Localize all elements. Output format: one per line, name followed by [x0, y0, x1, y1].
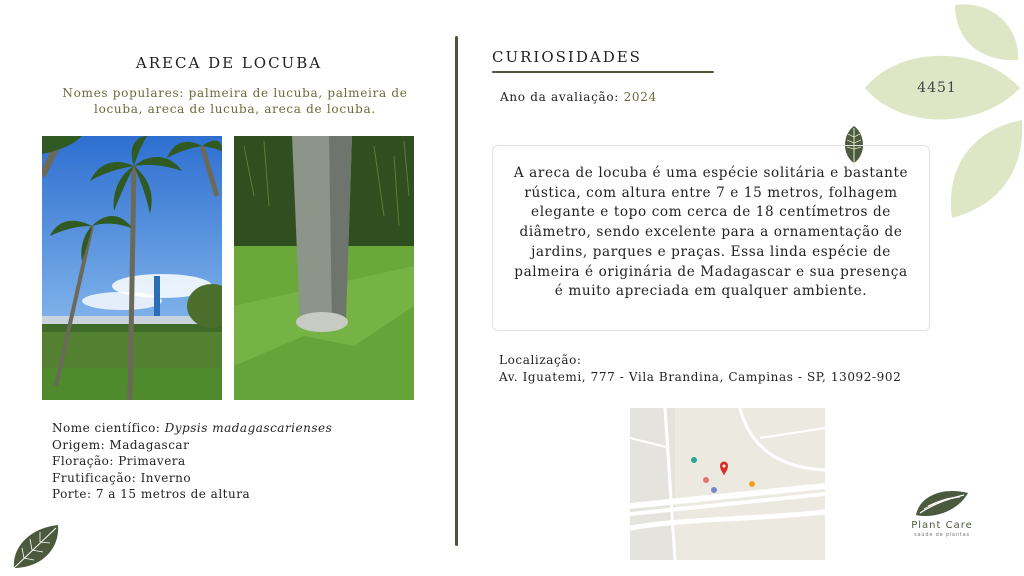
palm-trees-photo — [42, 136, 222, 400]
curiosities-title: CURIOSIDADES — [492, 48, 642, 66]
evaluation-year-label: Ano da avaliação: — [500, 90, 624, 104]
plant-title: ARECA DE LOCUBA — [135, 54, 323, 72]
scientific-name-label: Nome científico: — [52, 421, 165, 435]
brand-tagline: saúde de plantas — [914, 532, 970, 538]
location-map[interactable] — [630, 408, 825, 560]
title-underline — [492, 71, 714, 73]
fact-fruiting: Frutificação: Inverno — [52, 470, 192, 485]
column-divider — [455, 36, 458, 546]
fact-origin: Origem: Madagascar — [52, 437, 190, 452]
fact-flowering: Floração: Primavera — [52, 454, 186, 468]
plant-care-logo-icon — [914, 487, 970, 519]
fact-size: Porte: 7 a 15 metros de altura — [52, 487, 251, 501]
brand-name: Plant Care — [911, 520, 973, 531]
leaf-icon-bottom-left — [10, 522, 62, 572]
palm-trunk-photo — [234, 136, 414, 400]
location — [499, 352, 901, 386]
popular-names: Nomes populares: palmeira de lucuba, palmeira de locuba, areca de lucuba, areca de locuba. — [62, 86, 408, 116]
badge-number: 4451 — [917, 80, 957, 96]
evaluation-year-value: 2024 — [623, 90, 657, 104]
location-label: Localização: — [499, 353, 582, 367]
fact-scientific-name — [52, 420, 432, 437]
plant-facts — [52, 420, 432, 503]
evaluation-year — [500, 90, 657, 104]
description-card — [492, 145, 930, 331]
scientific-name-value: Dypsis madagascarienses — [164, 421, 333, 435]
location-address: Av. Iguatemi, 777 - Vila Brandina, Campinas - SP, 13092-902 — [499, 370, 902, 384]
description-text: A areca de locuba é uma espécie solitária e bastante rústica, com altura entre 7 e 15 metros, folhagem elegante e topo com cerca de 18 centímetros de diâmetro, sendo excelente para a ornamentação de jardins, parques e praças. Essa linda espécie de palmeira é originária de Madagascar e sua presença é muito apreciada em qualquer ambiente. — [513, 165, 909, 300]
